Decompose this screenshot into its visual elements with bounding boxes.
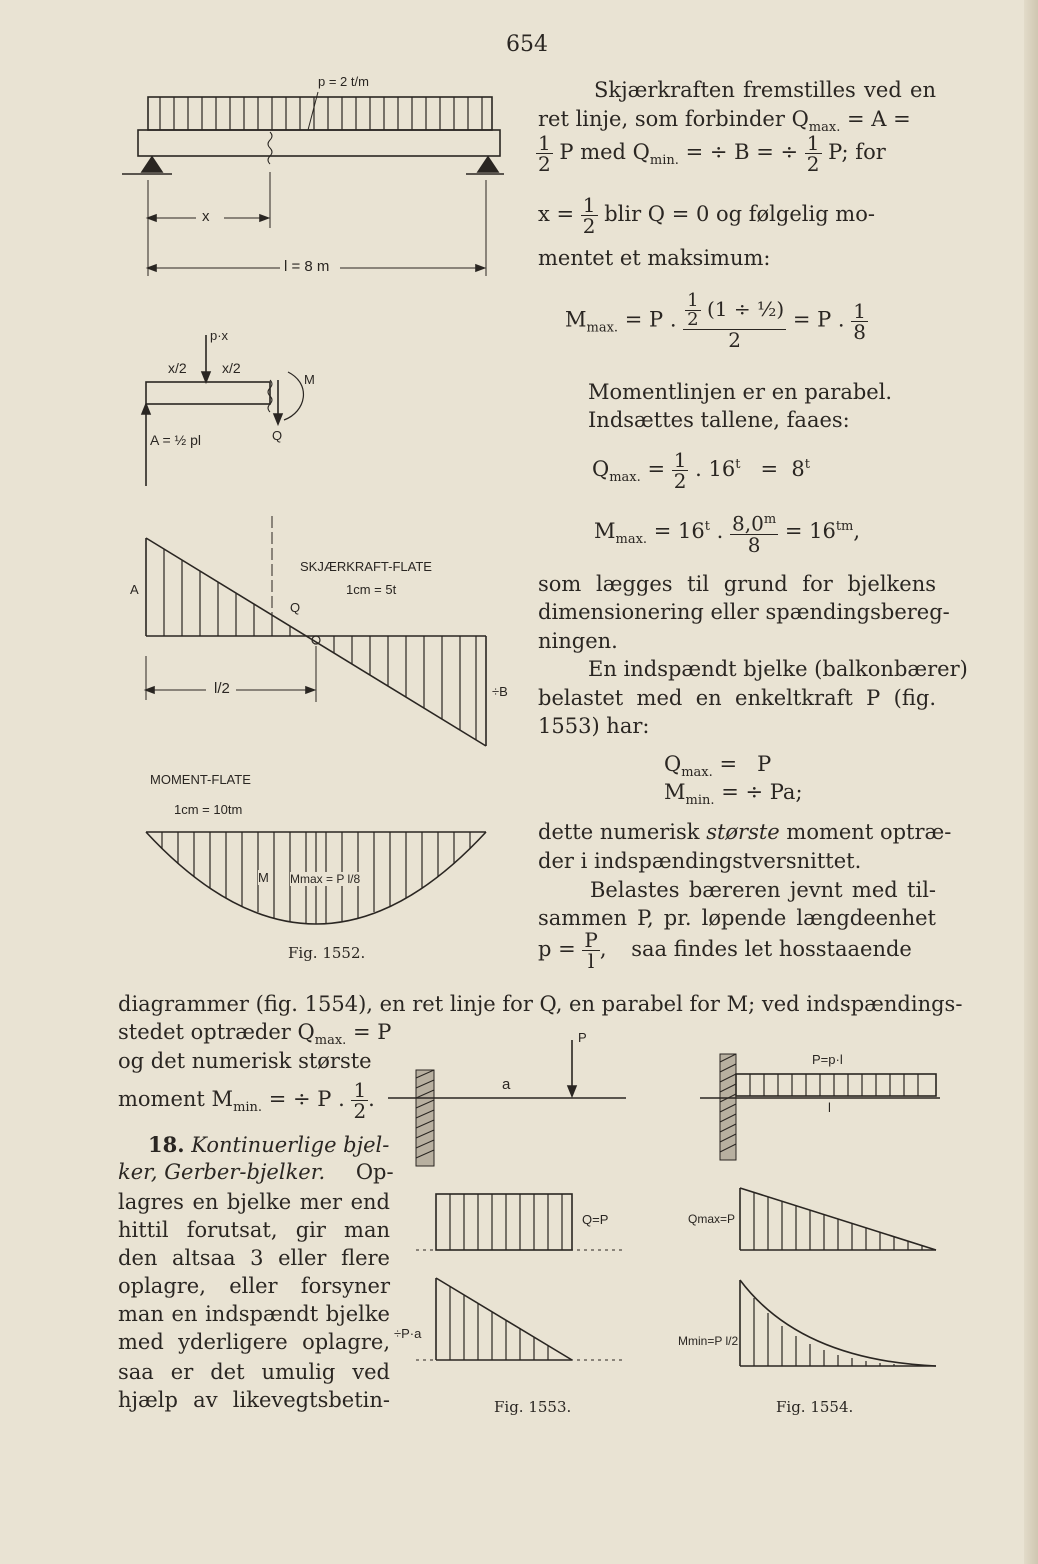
body-line: saa er det umulig ved	[118, 1360, 390, 1384]
fig1552-px-label: p·x	[210, 328, 229, 343]
equation-mmax: $M_{max.} = P$ . $\frac{1}{2}$ (1 ÷ ½) 2 = P . $\frac{1}{8}$	[565, 290, 867, 352]
body-line: stedet optræder $Q_{max.} = P$	[118, 1020, 392, 1049]
body-line: med yderligere oplagre,	[118, 1330, 390, 1354]
body-line: Momentlinjen er en parabel.	[588, 380, 893, 404]
body-line: ningen.	[538, 629, 618, 653]
fig1552-half-x-right: x/2	[222, 360, 241, 376]
body-line-full: diagrammer (fig. 1554), en ret linje for Q, en parabel for M; ved indspændings-	[118, 992, 963, 1016]
body-line: sammen P, pr. løpende længdeenhet	[538, 906, 936, 930]
fig1552-m-label: M	[304, 372, 315, 387]
fig1552-caption: Fig. 1552.	[288, 944, 366, 962]
body-line: som lægges til grund for bjelkens	[538, 572, 936, 596]
body-line: hittil forutsat, gir man	[118, 1218, 390, 1242]
body-line: Skjærkraften fremstilles ved en	[594, 78, 936, 102]
fig1554-l-label: l	[828, 1100, 831, 1115]
fig1552-half-x-left: x/2	[168, 360, 187, 376]
fig1552-x-label: x	[202, 208, 210, 225]
body-line: oplagre, eller forsyner	[118, 1274, 390, 1298]
fig1552-shear-scale: 1cm = 5t	[346, 582, 397, 597]
page-edge	[1024, 0, 1038, 1564]
body-line: dimensionering eller spændingsbereg-	[538, 600, 950, 624]
fig1552-half-l: l/2	[214, 680, 230, 697]
fig1552-q-label: Q	[272, 428, 283, 443]
body-line: mentet et maksimum:	[538, 246, 771, 270]
body-line: En indspændt bjelke (balkonbærer)	[588, 657, 968, 681]
page-number: 654	[506, 32, 548, 57]
equation-mmin-pl2: moment $M_{min.}$ = ÷ P . $\frac{1}{2}$ .	[118, 1078, 375, 1123]
equation-p-over-l: p = $\frac{P}{l}$ , saa findes let hosstaaende	[538, 928, 912, 973]
fig1552-a-label: A = ½ pl	[150, 432, 201, 448]
body-line: Belastes bæreren jevnt med til-	[590, 878, 936, 902]
fig1552-moment-scale: 1cm = 10tm	[174, 802, 243, 817]
equation-mmax-value: $M_{max.} = 16^t$ . $\frac{8,0^m}{8}$ = $16^{tm}$,	[594, 511, 861, 557]
body-line: dette numerisk største moment optræ-	[538, 820, 952, 844]
equation-qmax-value: $Q_{max.}$ = $\frac{1}{2}$ . 16$^t$ = 8$^t$	[592, 448, 811, 493]
equation-qmax-p: $Q_{max.} = P$	[664, 752, 772, 781]
fig1552-moment-m: M	[258, 870, 269, 885]
equation-mmin-pa: $M_{min.}$ = ÷ Pa;	[664, 780, 803, 809]
body-line: ker, Gerber-bjelker. Op-	[118, 1160, 394, 1184]
body-line: man en indspændt bjelke	[118, 1302, 390, 1326]
fig1554-m-label: Mmin=P l/2	[678, 1334, 739, 1348]
fig-1552-diagram	[0, 0, 520, 980]
fig1552-moment-title: MOMENT-FLATE	[150, 772, 251, 787]
fig1552-shear-b: ÷B	[492, 684, 508, 699]
body-line: ret linje, som forbinder $Q_{max.} = A$ =	[538, 107, 911, 136]
body-line: belastet med en enkeltkraft P (fig.	[538, 686, 936, 710]
fig1553-a-label: a	[502, 1076, 511, 1093]
body-line: og det numerisk største	[118, 1049, 372, 1073]
fig1553-q-label: Q=P	[582, 1212, 609, 1227]
section-heading: 18. Kontinuerlige bjel-	[148, 1132, 390, 1157]
fig1553-caption: Fig. 1553.	[494, 1398, 572, 1416]
body-line: hjælp av likevegtsbetin-	[118, 1388, 390, 1412]
body-line: 1553) har:	[538, 714, 650, 738]
equation-q-min: $\frac{1}{2}$ P med $Q_{min.}$ = ÷ B = ÷ $\frac{1}{2}$ P; for	[538, 131, 886, 176]
fig1552-span-label: l = 8 m	[284, 258, 330, 275]
fig1553-m-label: ÷P·a	[394, 1326, 422, 1341]
body-line: den altsaa 3 eller flere	[118, 1246, 390, 1270]
body-line: lagres en bjelke mer end	[118, 1190, 390, 1214]
fig1552-moment-mmax: Mmax = P l/8	[290, 872, 361, 886]
body-line: der i indspændingstversnittet.	[538, 849, 862, 873]
fig1553-p-label: P	[578, 1030, 587, 1045]
fig1554-p-label: P=p·l	[812, 1052, 843, 1067]
fig1552-shear-q: Q	[290, 600, 301, 615]
body-line: Indsættes tallene, faaes:	[588, 408, 850, 432]
fig1552-shear-a: A	[130, 582, 139, 597]
fig1552-shear-title: SKJÆRKRAFT-FLATE	[300, 559, 432, 574]
equation-x: x = $\frac{1}{2}$ blir Q = 0 og følgelig mo-	[538, 193, 875, 238]
fig1552-load-label: p = 2 t/m	[318, 74, 369, 89]
fig1554-caption: Fig. 1554.	[776, 1398, 854, 1416]
fig1554-q-label: Qmax=P	[688, 1212, 736, 1226]
